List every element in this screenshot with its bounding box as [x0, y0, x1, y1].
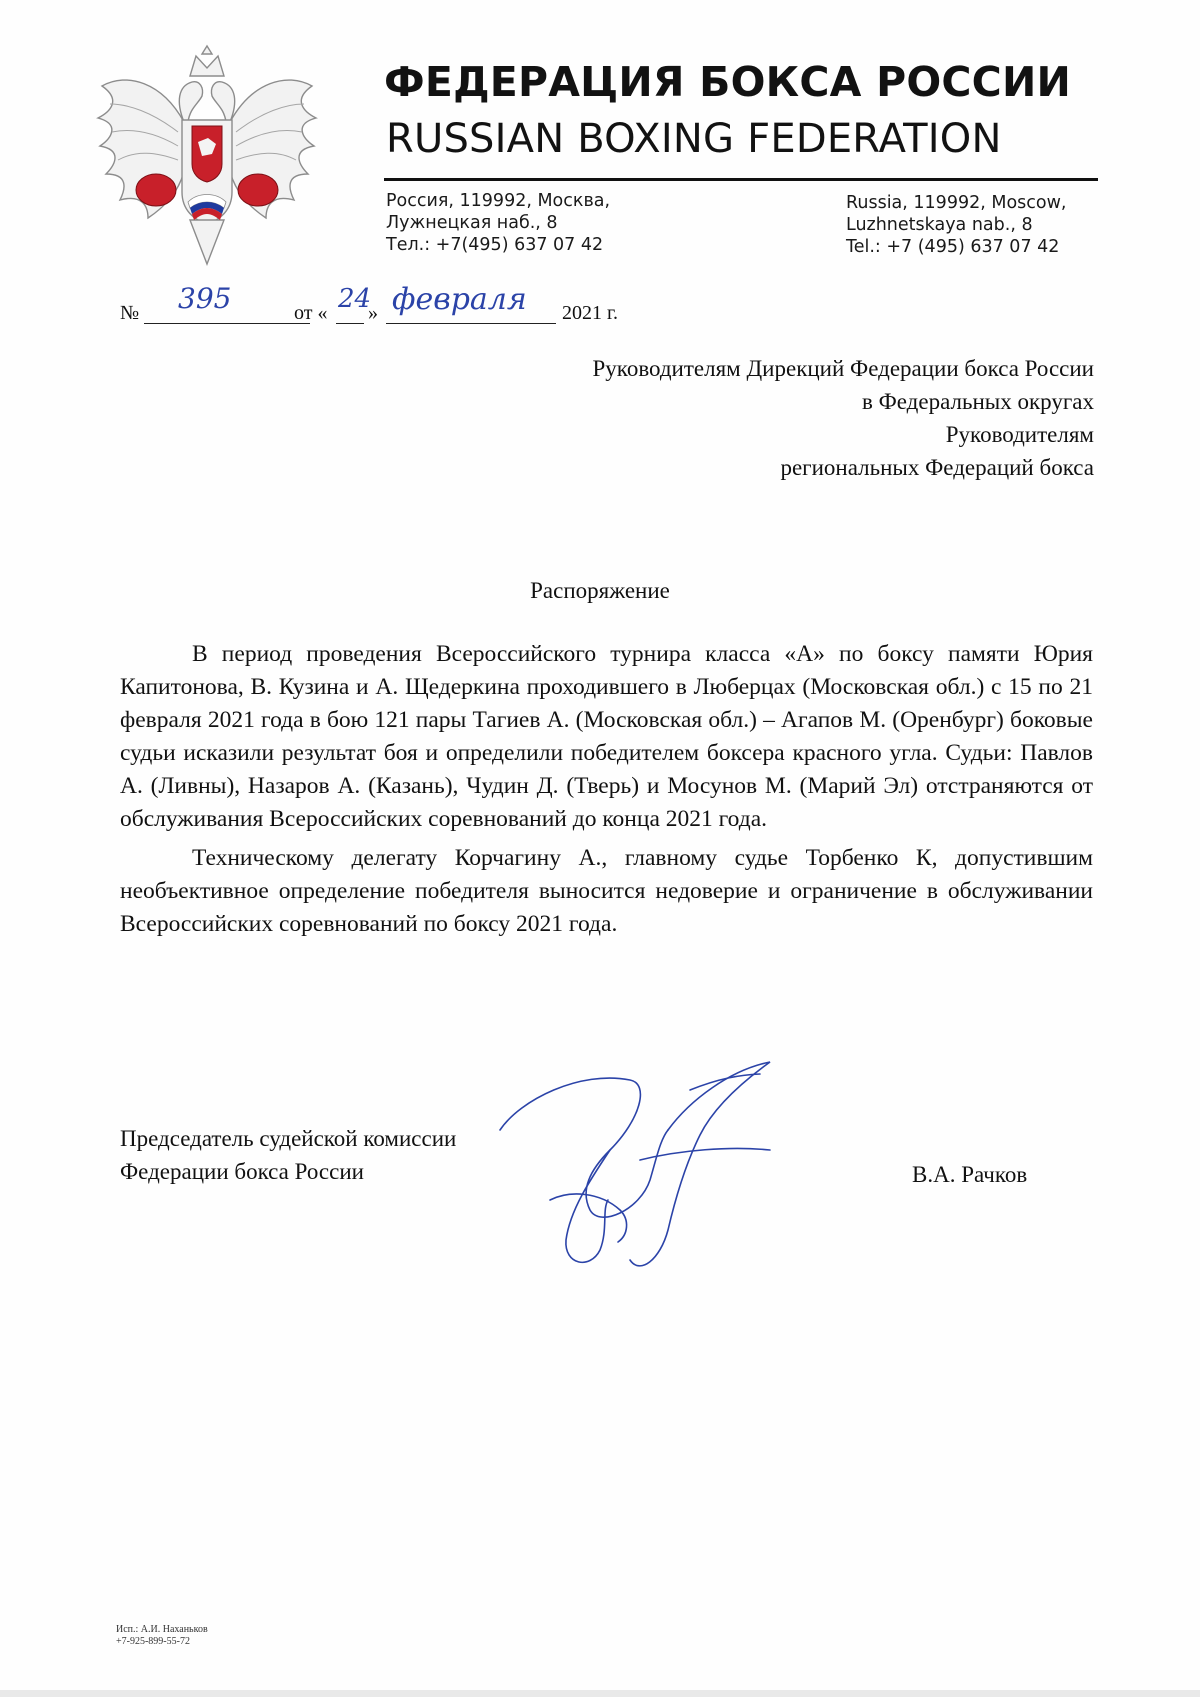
handwritten-month: февраля [392, 282, 527, 317]
addressee-line: Руководителям Дирекций Федерации бокса России [592, 356, 1094, 381]
address-en-line: Tel.: +7 (495) 637 07 42 [846, 237, 1060, 257]
address-en-line: Russia, 119992, Moscow, [846, 193, 1067, 213]
federation-name-ru: ФЕДЕРАЦИЯ БОКСА РОССИИ [384, 58, 1071, 106]
addressee-block [593, 352, 1094, 484]
address-ru-line: Тел.: +7(495) 637 07 42 [386, 235, 604, 255]
handwritten-day: 24 [338, 284, 372, 314]
day-underline [336, 323, 364, 324]
number-label: № [120, 302, 140, 324]
address-en [846, 192, 1066, 258]
address-ru-line: Лужнецкая наб., 8 [386, 213, 558, 233]
handwritten-number: 395 [178, 282, 232, 315]
executor-phone: +7-925-899-55-72 [116, 1636, 190, 1647]
body-paragraph: В период проведения Всероссийского турнира класса «А» по боксу памяти Юрия Капитонова, В. Кузина и А. Щедеркина проходившего в Люберцах (Московская обл.) с 15 по 21 февраля 2021 года в бою 121 пары Тагиев А. (Московская обл.) – Агапов М. (Оренбург) боковые судьи исказили результат боя и определили победителем боксера красного угла. Судьи: Павлов А. (Ливны), Назаров А. (Казань), Чудин Д. (Тверь) и Мосунов М. (Марий Эл) отстраняются от обслуживания Всероссийских соревнований до конца 2021 года. [120, 641, 1093, 832]
signer-title-line: Председатель судейской комиссии [120, 1126, 457, 1151]
document-title: Распоряжение [530, 578, 670, 603]
addressee-line: в Федеральных округах [862, 389, 1094, 414]
signature-icon [490, 1060, 850, 1300]
from-label: от « [294, 302, 328, 324]
federation-name-en: RUSSIAN BOXING FEDERATION [386, 116, 1002, 162]
address-en-line: Luzhnetskaya nab., 8 [846, 215, 1033, 235]
registration-line [120, 282, 680, 332]
number-underline [144, 323, 310, 324]
quote-close: » [368, 302, 378, 324]
signer-title [120, 1122, 456, 1188]
header-divider [384, 178, 1098, 181]
signer-title-line: Федерации бокса России [120, 1159, 364, 1184]
federation-emblem-icon [92, 42, 322, 272]
year-suffix: 2021 г. [562, 302, 618, 324]
executor-info [116, 1624, 208, 1648]
signer-name: В.А. Рачков [912, 1162, 1028, 1187]
addressee-line: Руководителям [945, 422, 1094, 447]
body-paragraph: Техническому делегату Корчагину А., главному судье Торбенко К, допустившим необъективное определение победителя выносится недоверие и ограничение в обслуживании Всероссийских соревнований по боксу 2021 года. [120, 845, 1093, 937]
address-ru [386, 190, 610, 256]
document-body [120, 638, 1093, 947]
month-underline [386, 323, 556, 324]
scan-edge [0, 1690, 1200, 1697]
address-ru-line: Россия, 119992, Москва, [386, 191, 611, 211]
executor-name: Исп.: А.И. Наханьков [116, 1624, 208, 1635]
addressee-line: региональных Федераций бокса [780, 455, 1094, 480]
